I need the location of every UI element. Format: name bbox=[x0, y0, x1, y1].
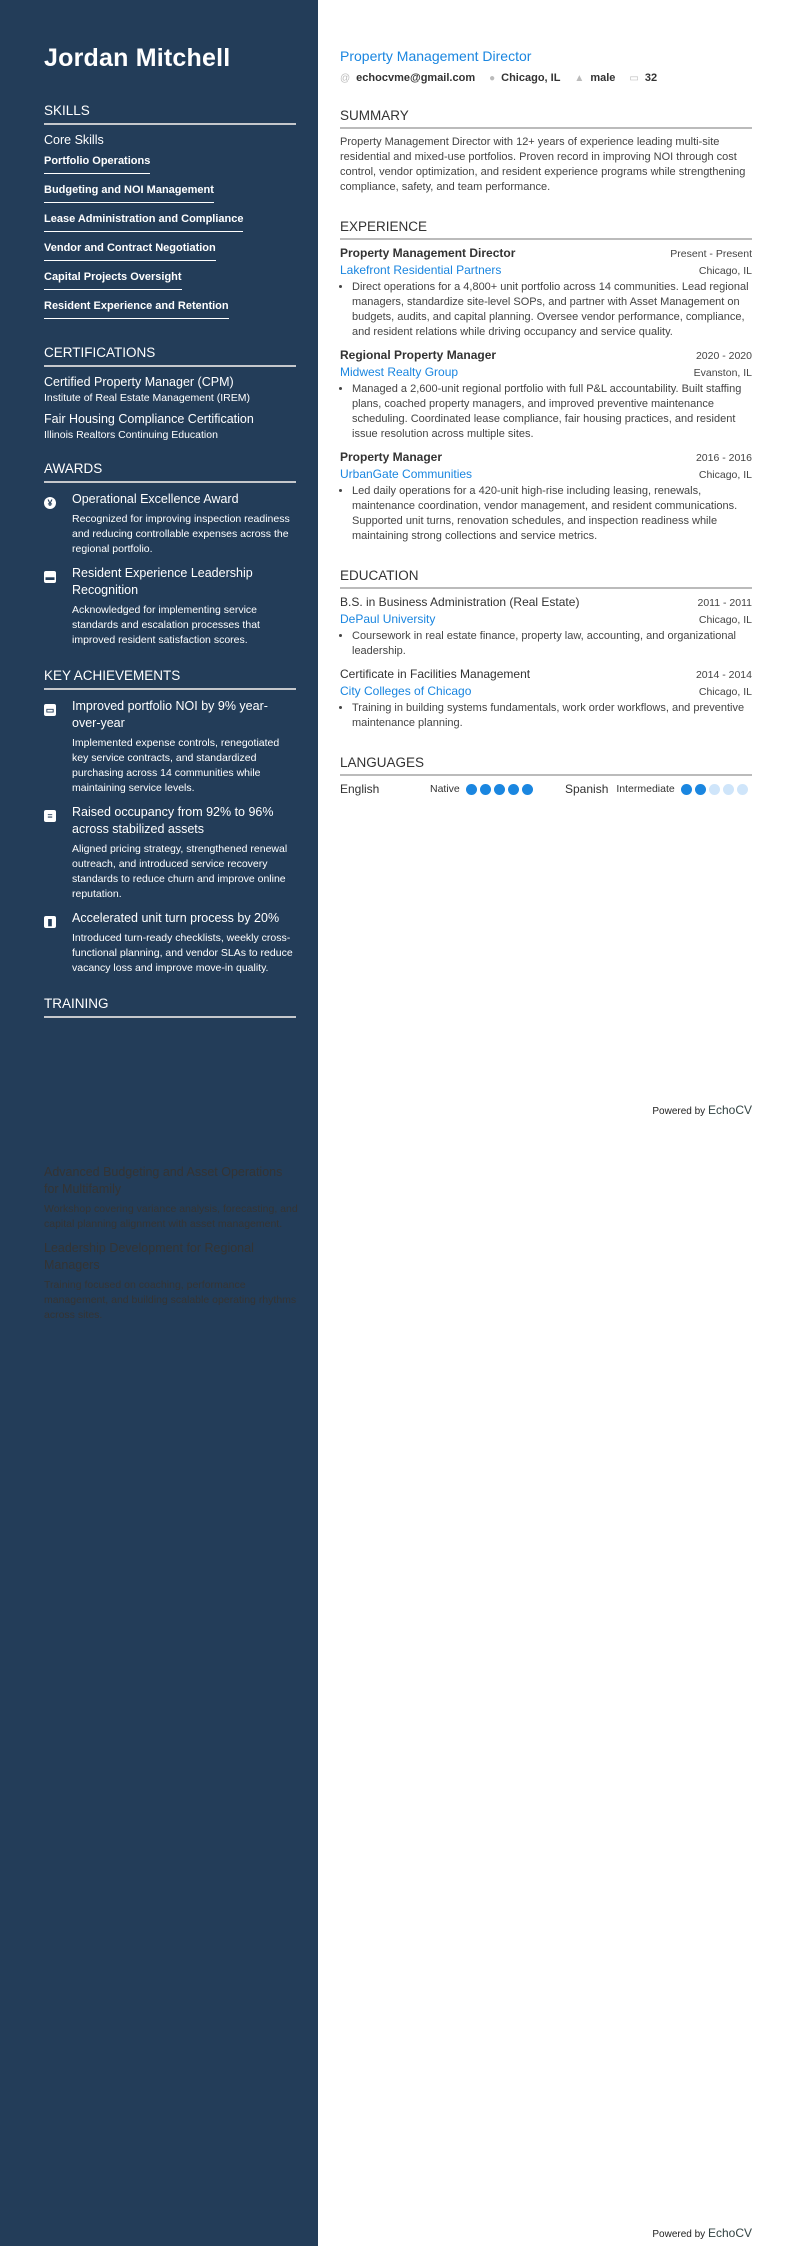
languages-list bbox=[340, 782, 752, 796]
skills-heading: SKILLS bbox=[44, 103, 296, 125]
job-entry bbox=[340, 348, 752, 442]
certification-item bbox=[44, 375, 296, 404]
job-header bbox=[340, 348, 752, 362]
awards-body bbox=[72, 491, 296, 557]
job-bullets bbox=[340, 382, 752, 442]
skill-item bbox=[44, 296, 296, 325]
skill-label: Budgeting and NOI Management bbox=[44, 182, 214, 203]
age: 32 bbox=[644, 72, 658, 84]
awards-list bbox=[44, 491, 296, 648]
skill-item bbox=[44, 209, 296, 238]
training-description: Training focused on coaching, performance management, and building scalable operating rhythms across sites. bbox=[44, 1279, 297, 1321]
email-icon: @ bbox=[340, 72, 351, 84]
proficiency-dot bbox=[522, 784, 533, 795]
education-list bbox=[340, 595, 752, 731]
experience-heading: EXPERIENCE bbox=[340, 219, 752, 240]
company-name: Midwest Realty Group bbox=[340, 365, 459, 379]
job-entry bbox=[340, 450, 752, 544]
job-header bbox=[340, 246, 752, 260]
bullet: • Direct operations for a 4,800+ unit portfolio across 14 communities. Lead regional managers, standardize site-level SOPs, and partner with Asset Management on budgets, audits, and capital planning. Oversee vendor performance, compliance, and resident relations while driving occupancy and service quality. bbox=[352, 280, 752, 340]
skill-item bbox=[44, 267, 296, 296]
education-bullets bbox=[340, 629, 752, 659]
school-location: Chicago, IL bbox=[698, 686, 752, 698]
proficiency-dot bbox=[480, 784, 491, 795]
awards-title: Resident Experience Leadership Recognition bbox=[72, 566, 253, 597]
ach-title: Improved portfolio NOI by 9% year-over-year bbox=[72, 699, 268, 730]
training-item bbox=[44, 1164, 299, 1232]
job-company-row bbox=[340, 362, 752, 379]
awards-item bbox=[44, 565, 296, 648]
ach-body bbox=[72, 804, 296, 902]
skills-list bbox=[44, 151, 296, 325]
awards-title: Operational Excellence Award bbox=[72, 492, 239, 506]
ach-title: Accelerated unit turn process by 20% bbox=[72, 911, 280, 925]
proficiency-dot bbox=[723, 784, 734, 795]
job-entry bbox=[340, 246, 752, 340]
education-dates: 2014 - 2014 bbox=[695, 669, 752, 681]
job-title: Property Management Director bbox=[340, 48, 532, 64]
skill-label: Portfolio Operations bbox=[44, 153, 150, 174]
footer-branding: Powered by EchoCV bbox=[652, 2226, 752, 2240]
awards-heading: AWARDS bbox=[44, 461, 296, 483]
school-row bbox=[340, 681, 752, 698]
education-entry bbox=[340, 595, 752, 659]
proficiency-dot bbox=[695, 784, 706, 795]
certification-name: Fair Housing Compliance Certification bbox=[44, 412, 254, 426]
certification-issuer: Institute of Real Estate Management (IREM) bbox=[44, 392, 251, 404]
training-title: Advanced Budgeting and Asset Operations for Multifamily bbox=[44, 1165, 283, 1196]
job-role: Property Manager bbox=[340, 450, 443, 464]
job-role: Property Management Director bbox=[340, 246, 516, 260]
school-name: DePaul University bbox=[340, 612, 436, 626]
training-list bbox=[44, 1164, 299, 1331]
achievements-list bbox=[44, 698, 296, 976]
core-skills-label: Core Skills bbox=[44, 133, 104, 147]
job-company-row bbox=[340, 464, 752, 481]
awards-description: Recognized for improving inspection readiness and reducing controllable expenses across the regional portfolio. bbox=[72, 513, 290, 555]
job-company-row bbox=[340, 260, 752, 277]
email: echocvme@gmail.com bbox=[356, 72, 476, 84]
job-role: Regional Property Manager bbox=[340, 348, 497, 362]
archive-icon: ▭ bbox=[45, 705, 55, 715]
proficiency-dot bbox=[681, 784, 692, 795]
job-location: Evanston, IL bbox=[693, 367, 752, 379]
ach-item bbox=[44, 910, 296, 976]
education-entry bbox=[340, 667, 752, 731]
awards-body bbox=[72, 565, 296, 648]
job-dates: Present - Present bbox=[670, 248, 752, 260]
degree: Certificate in Facilities Management bbox=[340, 667, 531, 681]
footer-branding: Powered by EchoCV bbox=[652, 1103, 752, 1117]
training-heading: TRAINING bbox=[44, 996, 296, 1018]
ach-item bbox=[44, 804, 296, 902]
contact-row bbox=[340, 72, 752, 84]
ach-description: Aligned pricing strategy, strengthened renewal outreach, and introduced service recovery standards to reduce churn and improve online reputation. bbox=[72, 843, 288, 900]
gender: male bbox=[590, 72, 616, 84]
training-item bbox=[44, 1240, 299, 1323]
location: Chicago, IL bbox=[501, 72, 561, 84]
school-name: City Colleges of Chicago bbox=[340, 684, 472, 698]
school-location: Chicago, IL bbox=[698, 614, 752, 626]
education-dates: 2011 - 2011 bbox=[697, 597, 752, 609]
ach-description: Introduced turn-ready checklists, weekly cross-functional planning, and vendor SLAs to reduce vacancy loss and improve move-in quality. bbox=[72, 932, 293, 974]
training-title: Leadership Development for Regional Managers bbox=[44, 1241, 254, 1272]
languages-heading: LANGUAGES bbox=[340, 755, 752, 776]
training-description: Workshop covering variance analysis, forecasting, and capital planning alignment with asset management. bbox=[44, 1203, 298, 1230]
experience-list bbox=[340, 246, 752, 544]
sidebar bbox=[0, 0, 318, 2246]
candidate-name: Jordan Mitchell bbox=[44, 44, 231, 72]
certifications-list bbox=[44, 375, 296, 441]
language-item bbox=[340, 782, 565, 796]
job-bullets bbox=[340, 484, 752, 544]
achievements-heading: KEY ACHIEVEMENTS bbox=[44, 668, 296, 690]
education-bullets bbox=[340, 701, 752, 731]
ach-body bbox=[72, 698, 296, 796]
main-content bbox=[340, 48, 752, 796]
proficiency-dot bbox=[494, 784, 505, 795]
awards-description: Acknowledged for implementing service standards and escalation processes that improved resident satisfaction scores. bbox=[72, 604, 260, 646]
job-location: Chicago, IL bbox=[698, 265, 752, 277]
building-icon: ▮ bbox=[44, 910, 72, 976]
person-icon: ▲ bbox=[574, 72, 585, 84]
skill-label: Vendor and Contract Negotiation bbox=[44, 240, 216, 261]
job-dates: 2016 - 2016 bbox=[695, 452, 752, 464]
ach-item bbox=[44, 698, 296, 796]
education-header bbox=[340, 595, 752, 609]
language-item bbox=[565, 782, 751, 796]
skill-label: Resident Experience and Retention bbox=[44, 298, 229, 319]
education-header bbox=[340, 667, 752, 681]
certification-item bbox=[44, 412, 296, 441]
bullet: • Training in building systems fundamentals, work order workflows, and preventive maintenance planning. bbox=[352, 701, 752, 731]
company-name: Lakefront Residential Partners bbox=[340, 263, 502, 277]
proficiency-dot bbox=[737, 784, 748, 795]
skill-item bbox=[44, 151, 296, 180]
job-bullets bbox=[340, 280, 752, 340]
job-header bbox=[340, 450, 752, 464]
chat-icon: ▬ bbox=[45, 572, 55, 582]
calendar-icon: ▭ bbox=[629, 72, 639, 84]
summary-heading: SUMMARY bbox=[340, 108, 752, 129]
summary-text: Property Management Director with 12+ years of experience leading multi-site residential and mixed-use portfolios. Proven record in improving NOI through cost control, vendor optimization, and resident experience programs while strengthening compliance, safety, and team performance. bbox=[340, 136, 746, 193]
proficiency-dot bbox=[466, 784, 477, 795]
proficiency-dot bbox=[709, 784, 720, 795]
medal-icon: ¥ bbox=[44, 491, 72, 557]
job-location: Chicago, IL bbox=[698, 469, 752, 481]
certifications-heading: CERTIFICATIONS bbox=[44, 345, 296, 367]
bullet: • Led daily operations for a 420-unit high-rise including leasing, renewals, maintenance coordination, vendor management, and resident communications. Supported unit turns, renovation schedules, and inspection readiness while maintaining strong collections and service metrics. bbox=[352, 484, 752, 544]
ach-body bbox=[72, 910, 296, 976]
school-row bbox=[340, 609, 752, 626]
bullet: • Managed a 2,600-unit regional portfolio with full P&L accountability. Built staffing plans, coached property managers, and improved preventive maintenance scheduling. Coordinated lease compliance, fair housing practices, and resident issue resolution across multiple sites. bbox=[352, 382, 752, 442]
degree: B.S. in Business Administration (Real Estate) bbox=[340, 595, 580, 609]
language-level: Intermediate bbox=[616, 783, 675, 795]
language-level: Native bbox=[430, 783, 460, 795]
bullet: • Coursework in real estate finance, property law, accounting, and organizational leadership. bbox=[352, 629, 752, 659]
education-heading: EDUCATION bbox=[340, 568, 752, 589]
company-name: UrbanGate Communities bbox=[340, 467, 473, 481]
job-dates: 2020 - 2020 bbox=[695, 350, 752, 362]
awards-item bbox=[44, 491, 296, 557]
skill-item bbox=[44, 238, 296, 267]
certification-issuer: Illinois Realtors Continuing Education bbox=[44, 429, 218, 441]
location-icon: ● bbox=[489, 72, 496, 84]
proficiency-dot bbox=[508, 784, 519, 795]
skill-label: Capital Projects Oversight bbox=[44, 269, 182, 290]
language-name: Spanish bbox=[565, 782, 609, 796]
skill-item bbox=[44, 180, 296, 209]
language-name: English bbox=[340, 782, 380, 796]
certification-name: Certified Property Manager (CPM) bbox=[44, 375, 234, 389]
ach-description: Implemented expense controls, renegotiated key service contracts, and standardized purchasing across 14 communities while maintaining service levels. bbox=[72, 737, 280, 794]
ach-title: Raised occupancy from 92% to 96% across stabilized assets bbox=[72, 805, 274, 836]
document-icon: ≡ bbox=[44, 804, 72, 902]
skill-label: Lease Administration and Compliance bbox=[44, 211, 243, 232]
